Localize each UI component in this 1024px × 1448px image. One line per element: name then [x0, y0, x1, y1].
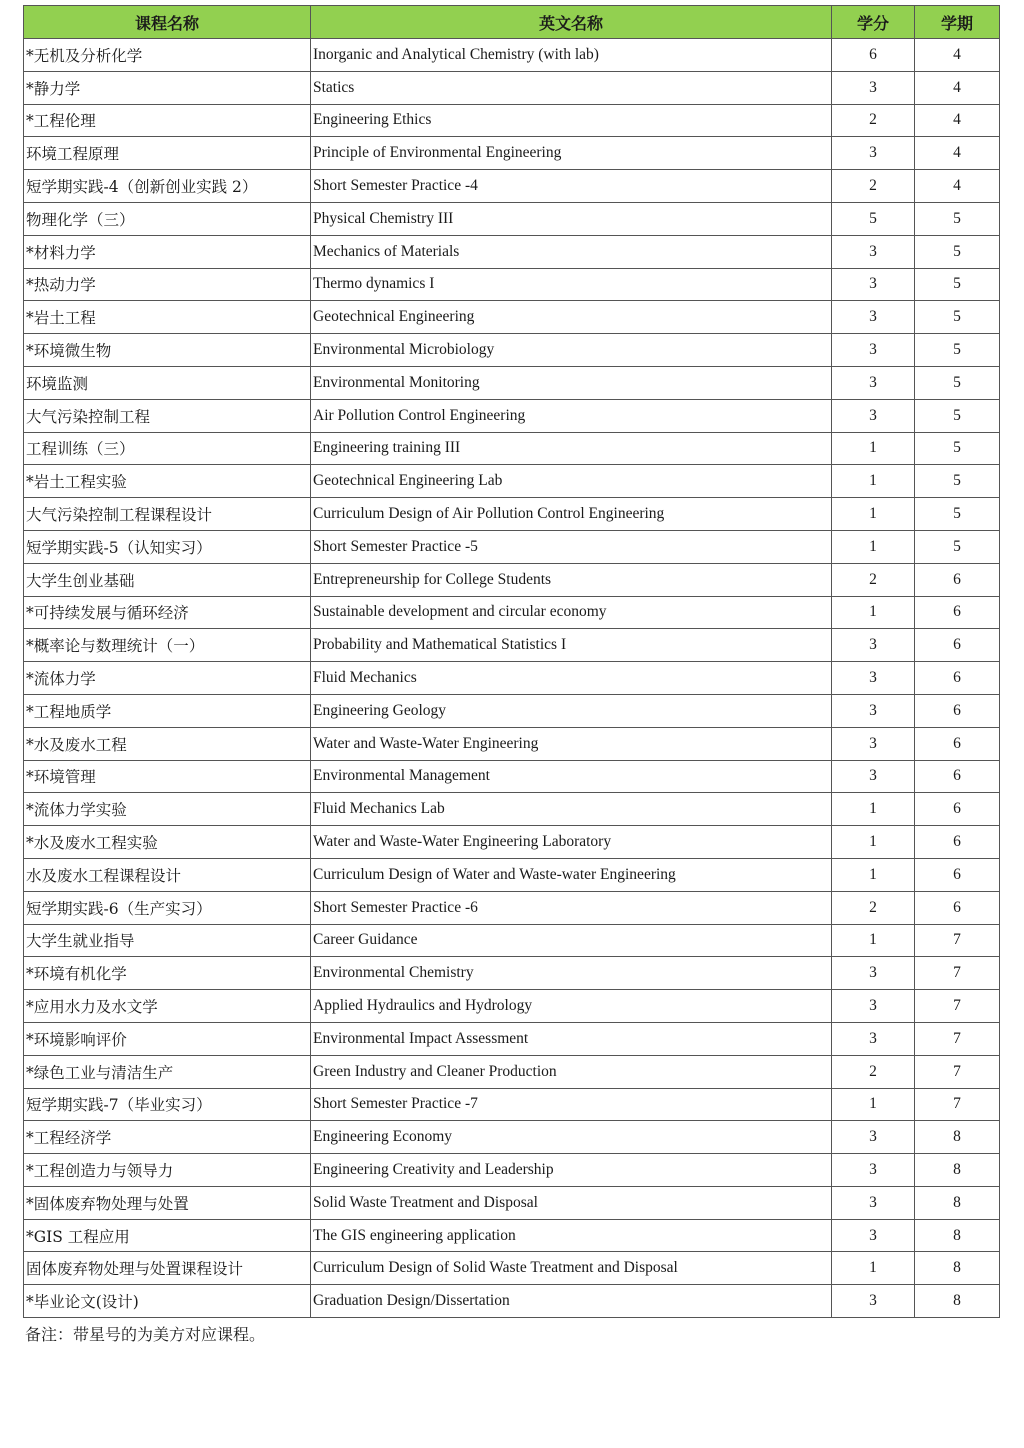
table-row	[24, 465, 1000, 498]
course-en-name: Engineering Creativity and Leadership	[311, 1154, 832, 1187]
course-term: 7	[915, 1055, 1000, 1088]
course-credit: 2	[832, 104, 915, 137]
course-credit: 2	[832, 1055, 915, 1088]
course-credit: 3	[832, 399, 915, 432]
course-cn-name: *毕业论文(设计)	[24, 1285, 311, 1318]
course-en-name: Green Industry and Cleaner Production	[311, 1055, 832, 1088]
course-en-name: Inorganic and Analytical Chemistry (with lab)	[311, 39, 832, 72]
course-en-name: Sustainable development and circular economy	[311, 596, 832, 629]
table-row	[24, 563, 1000, 596]
table-row	[24, 39, 1000, 72]
course-table	[23, 5, 1000, 1318]
course-cn-name: *岩土工程	[24, 301, 311, 334]
course-credit: 1	[832, 530, 915, 563]
course-credit: 3	[832, 137, 915, 170]
course-cn-name: 水及废水工程课程设计	[24, 858, 311, 891]
course-en-name: Probability and Mathematical Statistics I	[311, 629, 832, 662]
course-cn-name: 物理化学（三）	[24, 202, 311, 235]
course-cn-name: *水及废水工程	[24, 727, 311, 760]
course-term: 5	[915, 268, 1000, 301]
course-credit: 2	[832, 170, 915, 203]
course-credit: 3	[832, 694, 915, 727]
course-credit: 1	[832, 498, 915, 531]
table-row	[24, 268, 1000, 301]
course-en-name: Engineering Ethics	[311, 104, 832, 137]
course-term: 5	[915, 366, 1000, 399]
course-en-name: Geotechnical Engineering Lab	[311, 465, 832, 498]
table-row	[24, 957, 1000, 990]
course-cn-name: *环境管理	[24, 760, 311, 793]
course-en-name: Physical Chemistry III	[311, 202, 832, 235]
header-term: 学期	[915, 6, 1000, 39]
table-row	[24, 104, 1000, 137]
course-credit: 3	[832, 1121, 915, 1154]
table-row	[24, 432, 1000, 465]
course-cn-name: *无机及分析化学	[24, 39, 311, 72]
course-term: 5	[915, 498, 1000, 531]
course-term: 8	[915, 1121, 1000, 1154]
course-term: 5	[915, 432, 1000, 465]
course-cn-name: *概率论与数理统计（一）	[24, 629, 311, 662]
course-credit: 3	[832, 1285, 915, 1318]
course-en-name: Curriculum Design of Water and Waste-water Engineering	[311, 858, 832, 891]
course-en-name: Curriculum Design of Solid Waste Treatment and Disposal	[311, 1252, 832, 1285]
course-cn-name: 大气污染控制工程	[24, 399, 311, 432]
course-en-name: Geotechnical Engineering	[311, 301, 832, 334]
course-term: 5	[915, 235, 1000, 268]
table-row	[24, 826, 1000, 859]
course-cn-name: *工程地质学	[24, 694, 311, 727]
course-term: 5	[915, 301, 1000, 334]
course-en-name: Environmental Chemistry	[311, 957, 832, 990]
table-row	[24, 596, 1000, 629]
course-en-name: The GIS engineering application	[311, 1219, 832, 1252]
course-cn-name: *岩土工程实验	[24, 465, 311, 498]
course-en-name: Water and Waste-Water Engineering	[311, 727, 832, 760]
course-term: 7	[915, 957, 1000, 990]
header-en-name: 英文名称	[311, 6, 832, 39]
course-en-name: Environmental Monitoring	[311, 366, 832, 399]
course-credit: 3	[832, 301, 915, 334]
course-en-name: Environmental Impact Assessment	[311, 1022, 832, 1055]
course-en-name: Water and Waste-Water Engineering Laboratory	[311, 826, 832, 859]
course-term: 8	[915, 1154, 1000, 1187]
course-credit: 3	[832, 629, 915, 662]
course-cn-name: *环境影响评价	[24, 1022, 311, 1055]
course-credit: 3	[832, 957, 915, 990]
course-cn-name: 短学期实践-5（认知实习）	[24, 530, 311, 563]
course-en-name: Engineering training III	[311, 432, 832, 465]
course-en-name: Curriculum Design of Air Pollution Control Engineering	[311, 498, 832, 531]
course-credit: 1	[832, 596, 915, 629]
table-row	[24, 137, 1000, 170]
table-row	[24, 1186, 1000, 1219]
table-row	[24, 498, 1000, 531]
course-term: 7	[915, 924, 1000, 957]
course-term: 7	[915, 1022, 1000, 1055]
course-term: 7	[915, 990, 1000, 1023]
table-row	[24, 891, 1000, 924]
course-term: 8	[915, 1186, 1000, 1219]
course-cn-name: 短学期实践-4（创新创业实践 2）	[24, 170, 311, 203]
table-row	[24, 727, 1000, 760]
course-credit: 3	[832, 1154, 915, 1187]
table-row	[24, 924, 1000, 957]
course-term: 5	[915, 465, 1000, 498]
course-en-name: Short Semester Practice -6	[311, 891, 832, 924]
course-cn-name: *静力学	[24, 71, 311, 104]
course-term: 5	[915, 202, 1000, 235]
course-term: 6	[915, 662, 1000, 695]
course-credit: 3	[832, 1186, 915, 1219]
course-table-body	[24, 39, 1000, 1318]
course-cn-name: 大气污染控制工程课程设计	[24, 498, 311, 531]
table-row	[24, 235, 1000, 268]
course-term: 8	[915, 1252, 1000, 1285]
course-term: 8	[915, 1285, 1000, 1318]
course-term: 6	[915, 793, 1000, 826]
table-row	[24, 1088, 1000, 1121]
header-credit: 学分	[832, 6, 915, 39]
course-cn-name: *流体力学实验	[24, 793, 311, 826]
course-cn-name: *材料力学	[24, 235, 311, 268]
course-term: 4	[915, 104, 1000, 137]
header-cn-name: 课程名称	[24, 6, 311, 39]
course-en-name: Solid Waste Treatment and Disposal	[311, 1186, 832, 1219]
course-credit: 3	[832, 334, 915, 367]
table-row	[24, 1219, 1000, 1252]
course-cn-name: *工程伦理	[24, 104, 311, 137]
course-term: 6	[915, 727, 1000, 760]
course-cn-name: 环境监测	[24, 366, 311, 399]
course-term: 4	[915, 39, 1000, 72]
course-term: 6	[915, 596, 1000, 629]
course-credit: 3	[832, 71, 915, 104]
table-row	[24, 1121, 1000, 1154]
table-row	[24, 1022, 1000, 1055]
course-cn-name: *GIS 工程应用	[24, 1219, 311, 1252]
course-cn-name: 短学期实践-7（毕业实习）	[24, 1088, 311, 1121]
course-term: 5	[915, 334, 1000, 367]
course-cn-name: *水及废水工程实验	[24, 826, 311, 859]
course-en-name: Entrepreneurship for College Students	[311, 563, 832, 596]
table-row	[24, 694, 1000, 727]
header-row	[24, 6, 1000, 39]
course-cn-name: *应用水力及水文学	[24, 990, 311, 1023]
course-cn-name: *工程创造力与领导力	[24, 1154, 311, 1187]
course-en-name: Short Semester Practice -4	[311, 170, 832, 203]
course-cn-name: 大学生创业基础	[24, 563, 311, 596]
table-row	[24, 170, 1000, 203]
course-term: 7	[915, 1088, 1000, 1121]
course-term: 4	[915, 170, 1000, 203]
table-row	[24, 202, 1000, 235]
course-term: 5	[915, 530, 1000, 563]
course-credit: 3	[832, 235, 915, 268]
course-en-name: Short Semester Practice -7	[311, 1088, 832, 1121]
course-en-name: Engineering Economy	[311, 1121, 832, 1154]
course-en-name: Career Guidance	[311, 924, 832, 957]
course-credit: 1	[832, 1088, 915, 1121]
course-term: 6	[915, 858, 1000, 891]
course-en-name: Graduation Design/Dissertation	[311, 1285, 832, 1318]
table-row	[24, 301, 1000, 334]
course-sheet	[23, 5, 999, 1345]
table-row	[24, 760, 1000, 793]
table-row	[24, 1285, 1000, 1318]
course-term: 4	[915, 137, 1000, 170]
course-credit: 3	[832, 1219, 915, 1252]
course-cn-name: *绿色工业与清洁生产	[24, 1055, 311, 1088]
course-en-name: Fluid Mechanics Lab	[311, 793, 832, 826]
table-row	[24, 858, 1000, 891]
course-term: 6	[915, 891, 1000, 924]
course-term: 5	[915, 399, 1000, 432]
course-term: 8	[915, 1219, 1000, 1252]
course-cn-name: *固体废弃物处理与处置	[24, 1186, 311, 1219]
course-en-name: Principle of Environmental Engineering	[311, 137, 832, 170]
table-row	[24, 399, 1000, 432]
course-credit: 1	[832, 858, 915, 891]
course-cn-name: 固体废弃物处理与处置课程设计	[24, 1252, 311, 1285]
course-credit: 1	[832, 924, 915, 957]
course-en-name: Statics	[311, 71, 832, 104]
course-en-name: Applied Hydraulics and Hydrology	[311, 990, 832, 1023]
course-term: 6	[915, 826, 1000, 859]
course-term: 4	[915, 71, 1000, 104]
course-credit: 1	[832, 793, 915, 826]
footnote: 备注：带星号的为美方对应课程。	[25, 1325, 266, 1345]
table-row	[24, 629, 1000, 662]
course-en-name: Mechanics of Materials	[311, 235, 832, 268]
course-en-name: Environmental Management	[311, 760, 832, 793]
course-credit: 3	[832, 727, 915, 760]
course-credit: 3	[832, 990, 915, 1023]
course-en-name: Fluid Mechanics	[311, 662, 832, 695]
course-credit: 2	[832, 891, 915, 924]
course-credit: 3	[832, 662, 915, 695]
course-cn-name: 短学期实践-6（生产实习）	[24, 891, 311, 924]
table-row	[24, 334, 1000, 367]
course-en-name: Thermo dynamics I	[311, 268, 832, 301]
course-term: 6	[915, 760, 1000, 793]
course-credit: 6	[832, 39, 915, 72]
table-row	[24, 1252, 1000, 1285]
table-row	[24, 990, 1000, 1023]
table-row	[24, 530, 1000, 563]
course-credit: 5	[832, 202, 915, 235]
course-cn-name: *热动力学	[24, 268, 311, 301]
table-row	[24, 1154, 1000, 1187]
course-cn-name: 工程训练（三）	[24, 432, 311, 465]
course-credit: 3	[832, 366, 915, 399]
course-credit: 1	[832, 1252, 915, 1285]
course-cn-name: 大学生就业指导	[24, 924, 311, 957]
course-credit: 3	[832, 760, 915, 793]
course-credit: 1	[832, 465, 915, 498]
table-row	[24, 71, 1000, 104]
course-credit: 3	[832, 268, 915, 301]
course-cn-name: *环境有机化学	[24, 957, 311, 990]
course-credit: 2	[832, 563, 915, 596]
course-credit: 1	[832, 432, 915, 465]
course-cn-name: 环境工程原理	[24, 137, 311, 170]
course-cn-name: *环境微生物	[24, 334, 311, 367]
table-row	[24, 662, 1000, 695]
course-credit: 1	[832, 826, 915, 859]
course-en-name: Engineering Geology	[311, 694, 832, 727]
course-en-name: Air Pollution Control Engineering	[311, 399, 832, 432]
course-en-name: Environmental Microbiology	[311, 334, 832, 367]
table-row	[24, 366, 1000, 399]
course-cn-name: *可持续发展与循环经济	[24, 596, 311, 629]
course-term: 6	[915, 563, 1000, 596]
course-term: 6	[915, 694, 1000, 727]
course-credit: 3	[832, 1022, 915, 1055]
table-row	[24, 793, 1000, 826]
course-term: 6	[915, 629, 1000, 662]
course-cn-name: *流体力学	[24, 662, 311, 695]
course-cn-name: *工程经济学	[24, 1121, 311, 1154]
table-row	[24, 1055, 1000, 1088]
course-en-name: Short Semester Practice -5	[311, 530, 832, 563]
